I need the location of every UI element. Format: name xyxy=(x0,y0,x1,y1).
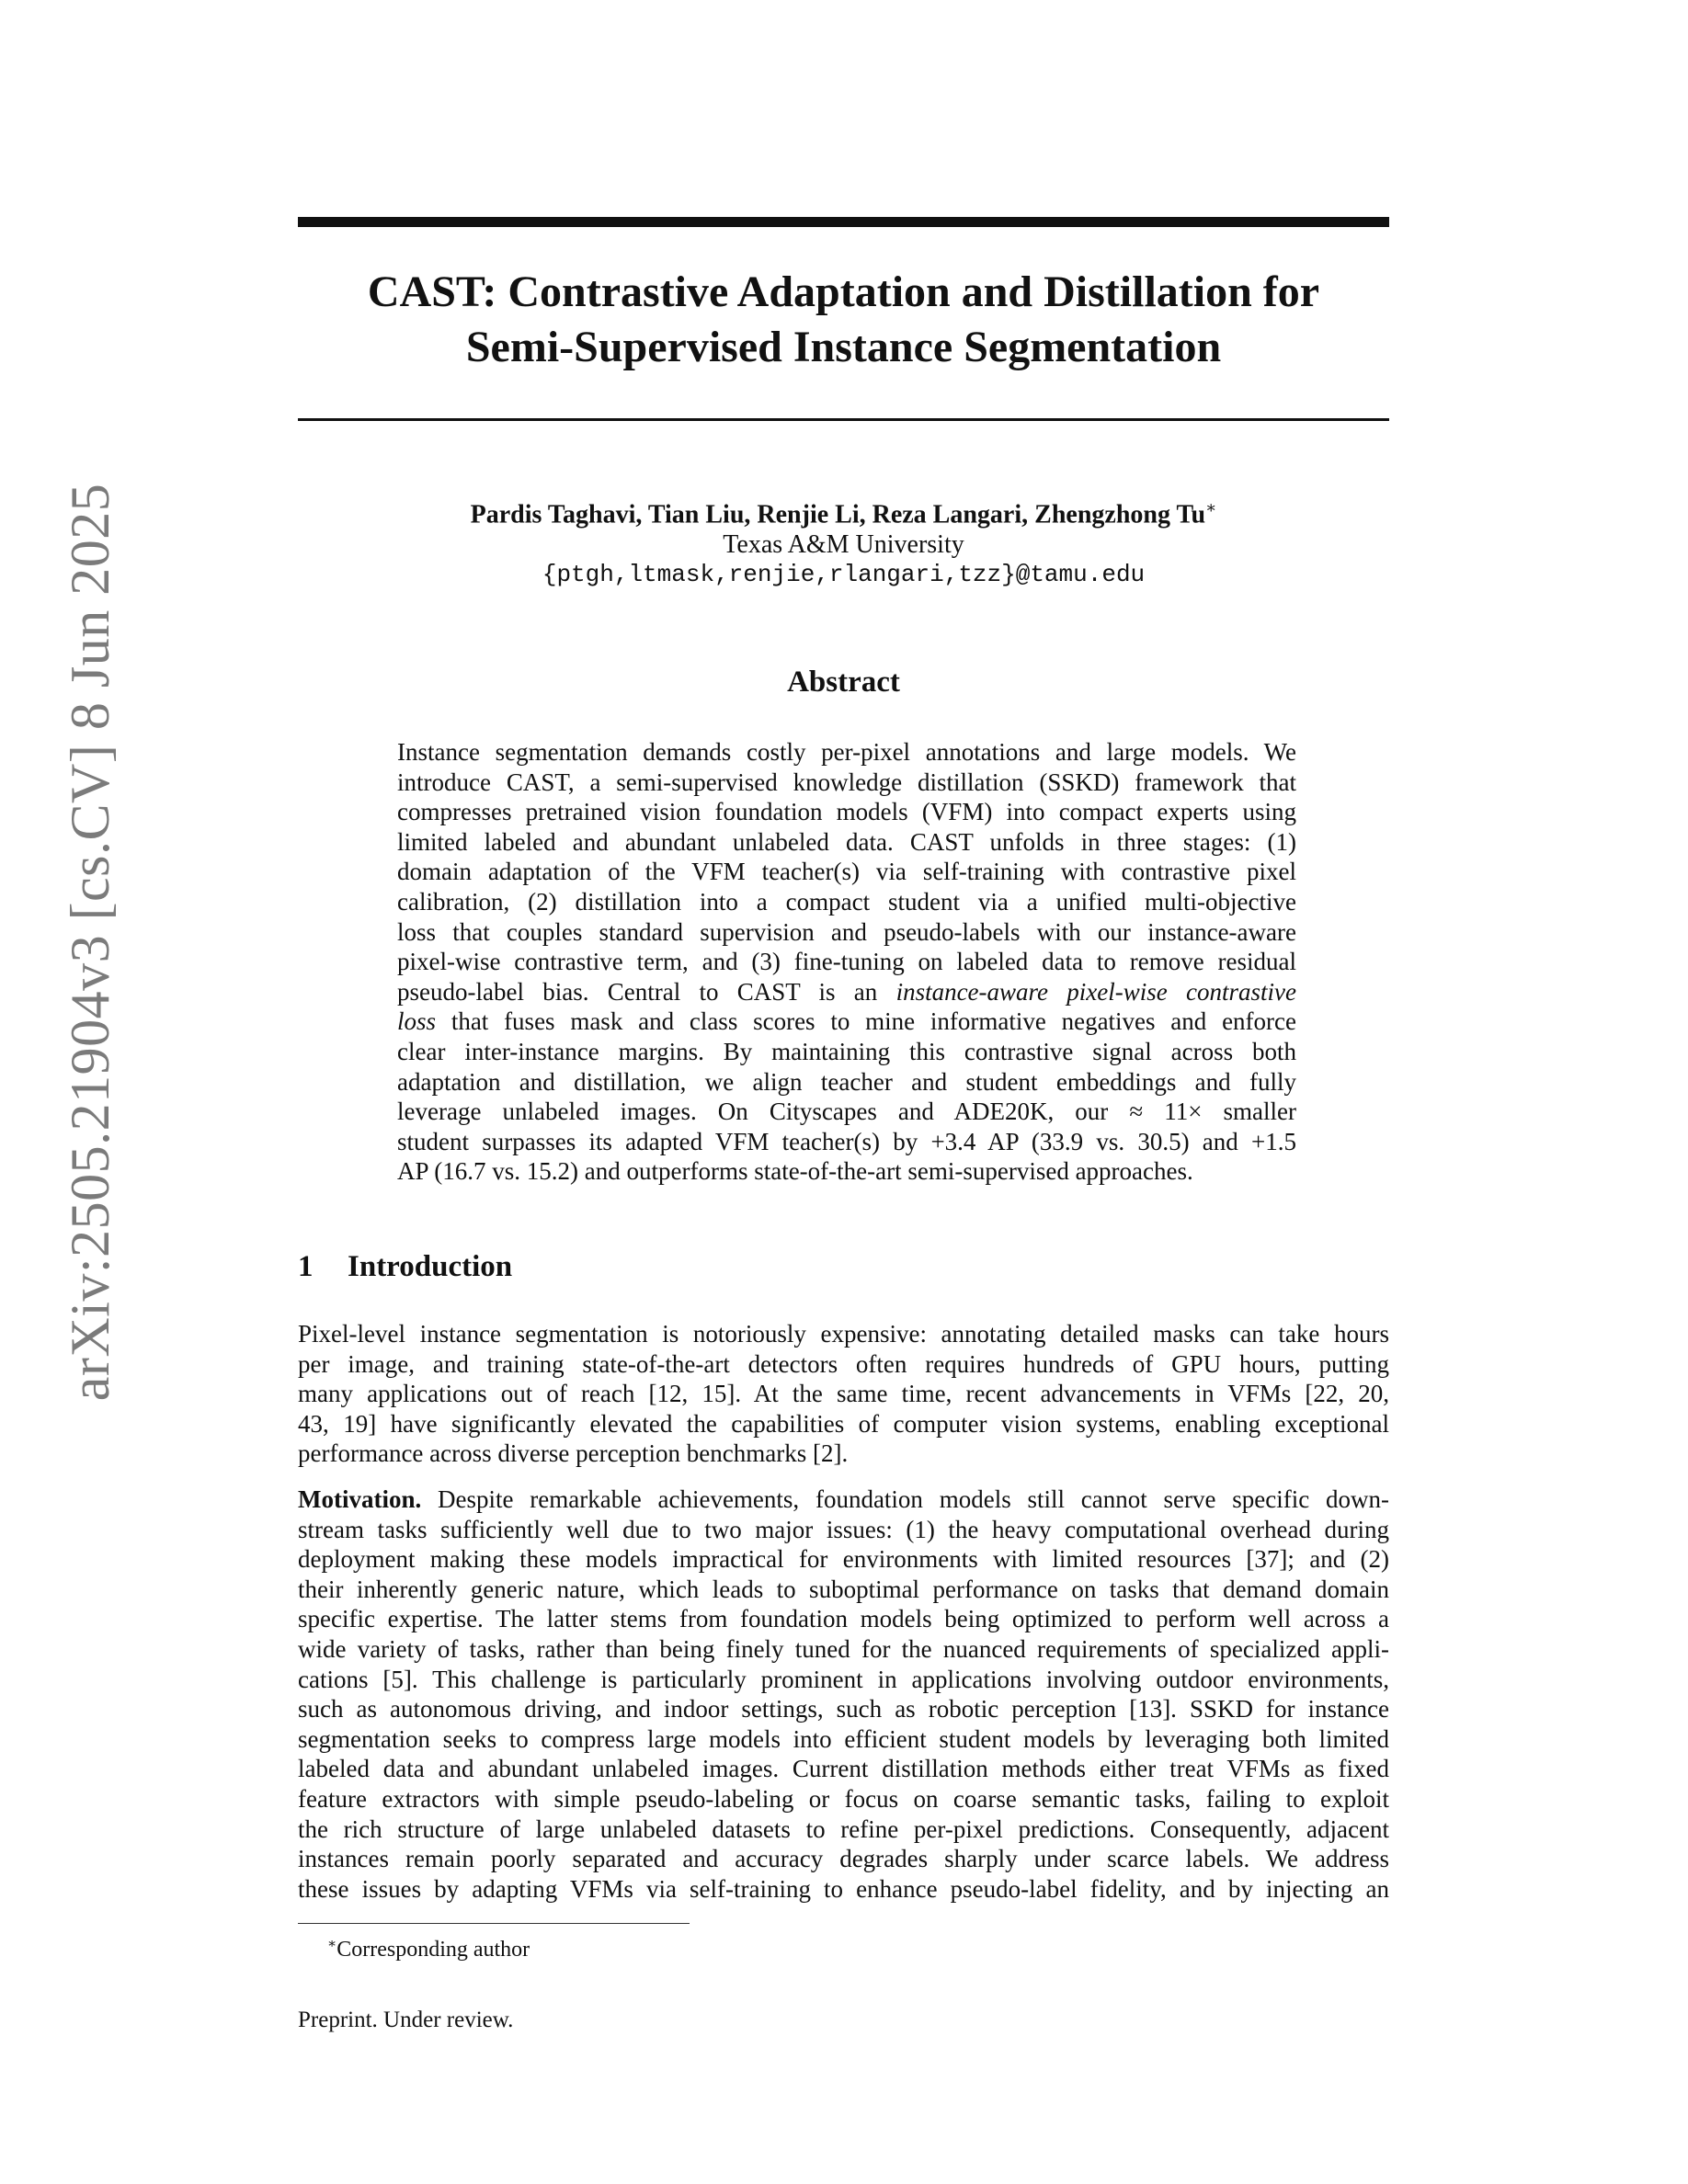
intro-paragraph-1 xyxy=(298,1319,1389,1469)
title-line-1: CAST: Contrastive Adaptation and Distillation for xyxy=(367,267,1320,316)
abstract-line: compresses pretrained vision foundation models (VFM) into compact experts using xyxy=(397,798,1296,826)
abstract-line: leverage unlabeled images. On Cityscapes and ADE20K, our ≈ 11× smaller xyxy=(397,1098,1296,1126)
paragraph-line-with-runin xyxy=(298,1484,1389,1515)
paragraph-line: performance across diverse perception benchmarks [2]. xyxy=(298,1439,849,1468)
abstract-line: calibration, (2) distillation into a compact student via a unified multi-objective xyxy=(397,887,1296,916)
abstract-line: adaptation and distillation, we align teacher and student embeddings and fully xyxy=(397,1067,1296,1096)
author-block xyxy=(298,493,1389,590)
footnote-rule xyxy=(298,1923,690,1924)
paragraph-line: segmentation seeks to compress large models into efficient student models by leveraging both limited xyxy=(298,1724,1389,1753)
section-heading-introduction xyxy=(298,1248,512,1285)
affiliation: Texas A&M University xyxy=(723,530,964,560)
abstract-emphasis: loss xyxy=(397,1007,437,1036)
abstract-line: AP (16.7 vs. 15.2) and outperforms state-of-the-art semi-supervised approaches. xyxy=(397,1157,1193,1186)
paragraph-line: cations [5]. This challenge is particularly prominent in applications involving outdoor environments, xyxy=(298,1665,1389,1693)
paper-title xyxy=(298,265,1389,375)
runin-heading-motivation: Motivation. xyxy=(298,1485,422,1513)
footnote-text: Corresponding author xyxy=(336,1938,530,1962)
abstract-line: clear inter-instance margins. By maintaining this contrastive signal across both xyxy=(397,1037,1296,1065)
abstract-line: introduce CAST, a semi-supervised knowledge distillation (SSKD) framework that xyxy=(397,768,1296,796)
abstract-line-with-emphasis xyxy=(397,1007,1296,1037)
paragraph-line-text: Despite remarkable achievements, foundation models still cannot serve specific down- xyxy=(421,1485,1389,1513)
paragraph-line: stream tasks sufficiently well due to two major issues: (1) the heavy computational overhead during xyxy=(298,1515,1389,1543)
abstract-line: loss that couples standard supervision and pseudo-labels with our instance-aware xyxy=(397,917,1296,946)
abstract-line: domain adaptation of the VFM teacher(s) via self-training with contrastive pixel xyxy=(397,858,1296,886)
author-emails: {ptgh,ltmask,renjie,rlangari,tzz}@tamu.edu xyxy=(542,561,1146,589)
paragraph-line: deployment making these models impractical for environments with limited resources [37]; and (2) xyxy=(298,1545,1389,1574)
title-line-2: Semi-Supervised Instance Segmentation xyxy=(465,323,1222,371)
arxiv-stamp: arXiv:2505.21904v3 [cs.CV] 8 Jun 2025 xyxy=(60,483,120,1402)
paragraph-line: 43, 19] have significantly elevated the capabilities of computer vision systems, enabling exceptional xyxy=(298,1409,1389,1438)
paragraph-line: the rich structure of large unlabeled datasets to refine per-pixel predictions. Consequently, adjacent xyxy=(298,1814,1389,1843)
paragraph-line: per image, and training state-of-the-art detectors often requires hundreds of GPU hours, putting xyxy=(298,1349,1389,1378)
title-bottom-rule xyxy=(298,418,1389,421)
paragraph-line: instances remain poorly separated and accuracy degrades sharply under scarce labels. We address xyxy=(298,1845,1389,1873)
preprint-note: Preprint. Under review. xyxy=(298,2008,514,2032)
title-top-rule xyxy=(298,217,1389,227)
paragraph-line: these issues by adapting VFMs via self-training to enhance pseudo-label fidelity, and by injecting an xyxy=(298,1874,1389,1903)
paragraph-line: wide variety of tasks, rather than being finely tuned for the nuanced requirements of specialized appli- xyxy=(298,1634,1389,1663)
abstract-line-with-emphasis xyxy=(397,977,1296,1007)
abstract-heading: Abstract xyxy=(787,665,900,699)
corresponding-mark: ∗ xyxy=(1205,498,1217,517)
author-names-text: Pardis Taghavi, Tian Liu, Renjie Li, Reza Langari, Zhengzhong Tu xyxy=(470,500,1206,529)
paragraph-line: such as autonomous driving, and indoor settings, such as robotic perception [13]. SSKD for instance xyxy=(298,1695,1389,1723)
paragraph-line: feature extractors with simple pseudo-labeling or focus on coarse semantic tasks, failing to exploit xyxy=(298,1784,1389,1813)
section-title: Introduction xyxy=(348,1250,513,1283)
abstract-line: limited labeled and abundant unlabeled data. CAST unfolds in three stages: (1) xyxy=(397,827,1296,856)
section-number: 1 xyxy=(298,1250,314,1283)
abstract-line: pixel-wise contrastive term, and (3) fine-tuning on labeled data to remove residual xyxy=(397,948,1296,976)
footnote-mark: ∗ xyxy=(327,1937,337,1951)
abstract-line: Instance segmentation demands costly per-pixel annotations and large models. We xyxy=(397,738,1296,766)
intro-paragraph-motivation xyxy=(298,1484,1389,1904)
paragraph-line: specific expertise. The latter stems from foundation models being optimized to perform well across a xyxy=(298,1605,1389,1633)
paragraph-line: many applications out of reach [12, 15]. At the same time, recent advancements in VFMs [22, 20, xyxy=(298,1380,1389,1408)
paragraph-line: labeled data and abundant unlabeled images. Current distillation methods either treat VFMs as fixed xyxy=(298,1755,1389,1783)
abstract-line-text: pseudo-label bias. Central to CAST is an xyxy=(397,977,896,1006)
author-names xyxy=(298,493,1389,529)
abstract-line: student surpasses its adapted VFM teacher(s) by +3.4 AP (33.9 vs. 30.5) and +1.5 xyxy=(397,1127,1296,1155)
abstract-line-text: that fuses mask and class scores to mine informative negatives and enforce xyxy=(451,1007,1296,1036)
abstract-body xyxy=(397,737,1296,1187)
paragraph-line: their inherently generic nature, which leads to suboptimal performance on tasks that demand domain xyxy=(298,1575,1389,1603)
footnote xyxy=(327,1930,530,1963)
paragraph-line: Pixel-level instance segmentation is notoriously expensive: annotating detailed masks can take hours xyxy=(298,1320,1389,1348)
abstract-emphasis: instance-aware pixel-wise contrastive xyxy=(895,977,1296,1006)
